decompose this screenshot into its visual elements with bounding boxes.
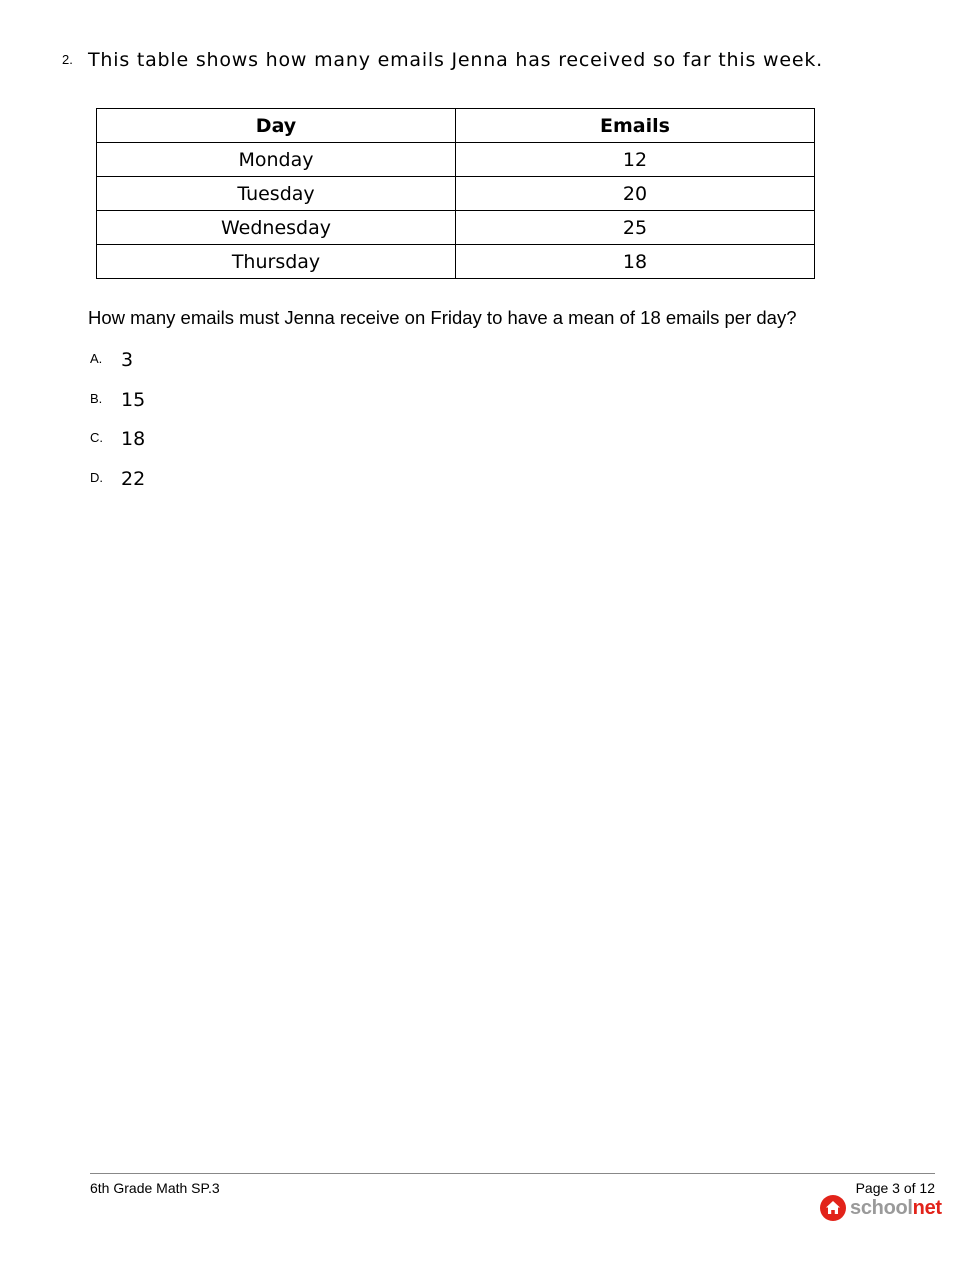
choice-value: 22	[121, 468, 146, 490]
choice-letter: C.	[90, 430, 103, 445]
choice-letter: B.	[90, 391, 103, 406]
home-icon	[820, 1195, 846, 1221]
table-row	[97, 143, 815, 177]
header-day: Day	[97, 109, 456, 143]
table-row	[97, 211, 815, 245]
cell-emails: 25	[456, 211, 815, 245]
emails-table	[96, 108, 815, 279]
cell-day: Tuesday	[97, 177, 456, 211]
brand-wordmark	[850, 1197, 942, 1220]
choice-value: 18	[121, 428, 146, 450]
cell-emails: 20	[456, 177, 815, 211]
question-text: How many emails must Jenna receive on Friday to have a mean of 18 emails per day?	[88, 307, 797, 328]
cell-day: Wednesday	[97, 211, 456, 245]
table-header-row	[97, 109, 815, 143]
choice-value: 15	[121, 389, 146, 411]
footer-page-number: Page 3 of 12	[855, 1180, 935, 1196]
cell-day: Monday	[97, 143, 456, 177]
cell-emails: 12	[456, 143, 815, 177]
choice-letter: D.	[90, 470, 103, 485]
header-emails: Emails	[456, 109, 815, 143]
brand-part-school: school	[850, 1196, 913, 1219]
brand-part-net: net	[912, 1196, 942, 1219]
cell-emails: 18	[456, 245, 815, 279]
choice-value: 3	[121, 349, 134, 371]
cell-day: Thursday	[97, 245, 456, 279]
schoolnet-logo	[820, 1194, 942, 1222]
footer-divider	[90, 1173, 935, 1174]
question-number: 2.	[62, 52, 73, 67]
choice-letter: A.	[90, 351, 103, 366]
table-row	[97, 245, 815, 279]
table-row	[97, 177, 815, 211]
footer-course-title: 6th Grade Math SP.3	[90, 1180, 220, 1196]
question-prompt: This table shows how many emails Jenna has received so far this week.	[88, 49, 823, 71]
